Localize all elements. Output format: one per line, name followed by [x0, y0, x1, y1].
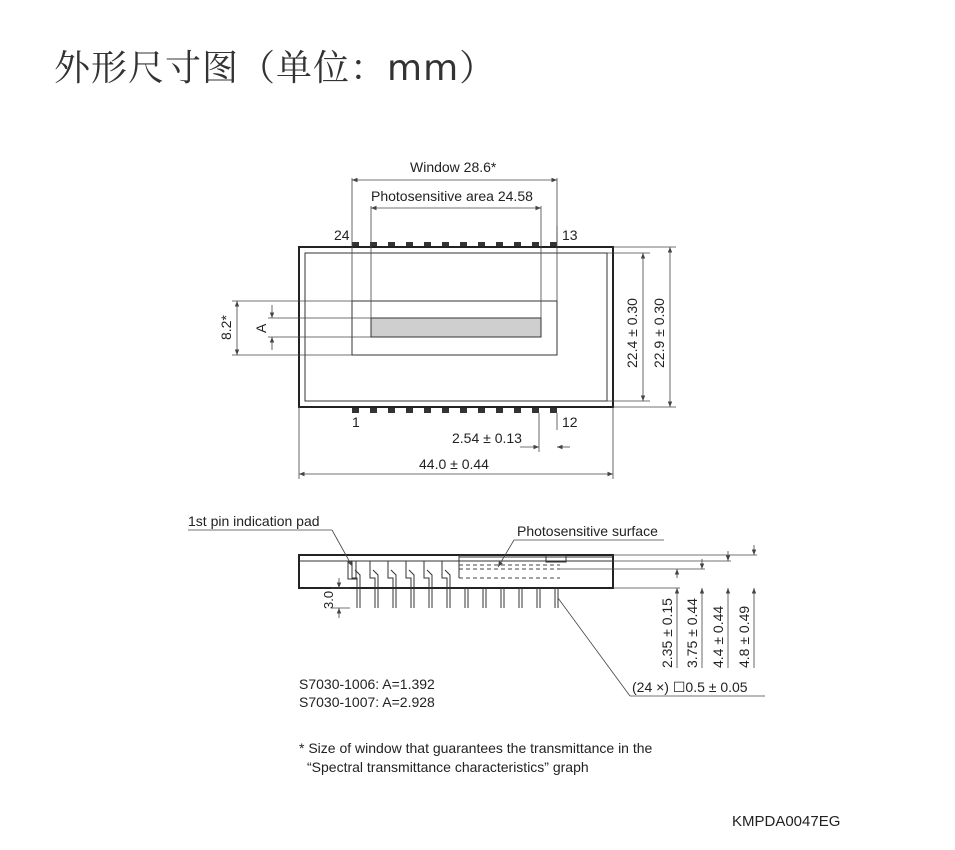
pin-spec-label: (24 ×) ☐0.5 ± 0.05 — [632, 679, 748, 695]
window-label: Window 28.6* — [410, 159, 497, 175]
pin1-pad-label: 1st pin indication pad — [188, 513, 320, 529]
dim-22-9-label: 22.9 ± 0.30 — [651, 298, 667, 368]
pin-13-label: 13 — [562, 227, 578, 243]
side-view — [188, 513, 765, 696]
dim-4-8-label: 4.8 ± 0.49 — [736, 605, 752, 668]
side-pins — [348, 561, 558, 608]
pin-12-label: 12 — [562, 414, 578, 430]
width-label: 44.0 ± 0.44 — [419, 456, 489, 472]
photosensitive-area — [371, 318, 541, 337]
pitch-label: 2.54 ± 0.13 — [452, 430, 522, 446]
pin-24-label: 24 — [334, 227, 350, 243]
dim-4-4-label: 4.4 ± 0.44 — [710, 605, 726, 668]
pin-length-label: 3.0 — [321, 590, 336, 609]
dim-3-75-label: 3.75 ± 0.44 — [684, 598, 700, 668]
dim-22-4-label: 22.4 ± 0.30 — [624, 298, 640, 368]
footnote-line-1: * Size of window that guarantees the transmittance in the — [299, 740, 653, 756]
footnote-line-2: “Spectral transmittance characteristics” graph — [307, 759, 589, 775]
height-8-2-label: 8.2* — [218, 315, 234, 340]
photosensitive-area-label: Photosensitive area 24.58 — [371, 188, 533, 204]
photosensitive-surface-label: Photosensitive surface — [517, 523, 658, 539]
drawing-code: KMPDA0047EG — [732, 813, 841, 830]
dim-2-35-label: 2.35 ± 0.15 — [659, 598, 675, 668]
model-1006-label: S7030-1006: A=1.392 — [299, 676, 435, 692]
page-title: 外形尺寸图（单位：mm） — [54, 48, 497, 89]
pin-1-label: 1 — [352, 414, 360, 430]
dim-a-label: A — [253, 323, 269, 333]
top-view — [218, 159, 676, 479]
model-1007-label: S7030-1007: A=2.928 — [299, 694, 435, 710]
